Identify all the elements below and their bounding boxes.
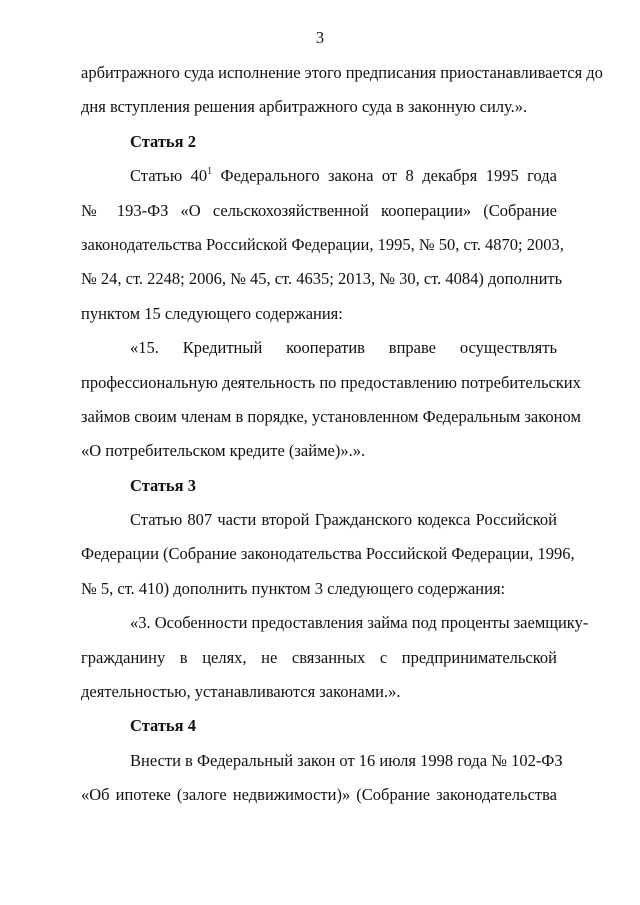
- paragraph-line: Статью 807 части второй Гражданского кодекса Российской: [130, 510, 557, 530]
- paragraph-line: Статью $40^1$ Федерального закона от 8 декабря 1995 года: [130, 166, 557, 186]
- quote-line: профессиональную деятельность по предоставлению потребительских: [81, 372, 581, 392]
- article-heading: Статья 3: [130, 475, 196, 495]
- quote-line: «3. Особенности предоставления займа под проценты заемщику-: [130, 613, 589, 633]
- quote-line: «О потребительском кредите (займе)».».: [81, 441, 366, 461]
- article-heading: Статья 2: [130, 131, 196, 151]
- quote-line: «15. Кредитный кооператив вправе осуществлять: [130, 338, 557, 358]
- paragraph-line: дня вступления решения арбитражного суда в законную силу.».: [81, 97, 528, 117]
- paragraph-line: пунктом 15 следующего содержания:: [81, 303, 343, 323]
- paragraph-line: «Об ипотеке (залоге недвижимости)» (Собрание законодательства: [81, 785, 557, 805]
- paragraph-line: арбитражного суда исполнение этого предписания приостанавливается до: [81, 63, 603, 82]
- paragraph-line: Федерации (Собрание законодательства Российской Федерации, 1996,: [81, 544, 575, 564]
- paragraph-line: законодательства Российской Федерации, 1995, № 50, ст. 4870; 2003,: [81, 234, 564, 254]
- page-number: 3: [315, 28, 325, 47]
- article-heading: Статья 4: [130, 716, 196, 736]
- document-body: [81, 62, 603, 819]
- paragraph-line: № 193-ФЗ «О сельскохозяйственной кооперации» (Собрание: [81, 200, 557, 220]
- paragraph-line: № 24, ст. 2248; 2006, № 45, ст. 4635; 2013, № 30, ст. 4084) дополнить: [81, 269, 563, 289]
- paragraph-line: Внести в Федеральный закон от 16 июля 1998 года № 102-ФЗ: [130, 750, 563, 770]
- quote-line: гражданину в целях, не связанных с предпринимательской: [81, 647, 557, 667]
- quote-line: деятельностью, устанавливаются законами.».: [81, 682, 401, 702]
- superscript: 1: [207, 166, 213, 178]
- quote-line: займов своим членам в порядке, установленном Федеральным законом: [81, 406, 581, 426]
- paragraph-line: № 5, ст. 410) дополнить пунктом 3 следующего содержания:: [81, 578, 506, 598]
